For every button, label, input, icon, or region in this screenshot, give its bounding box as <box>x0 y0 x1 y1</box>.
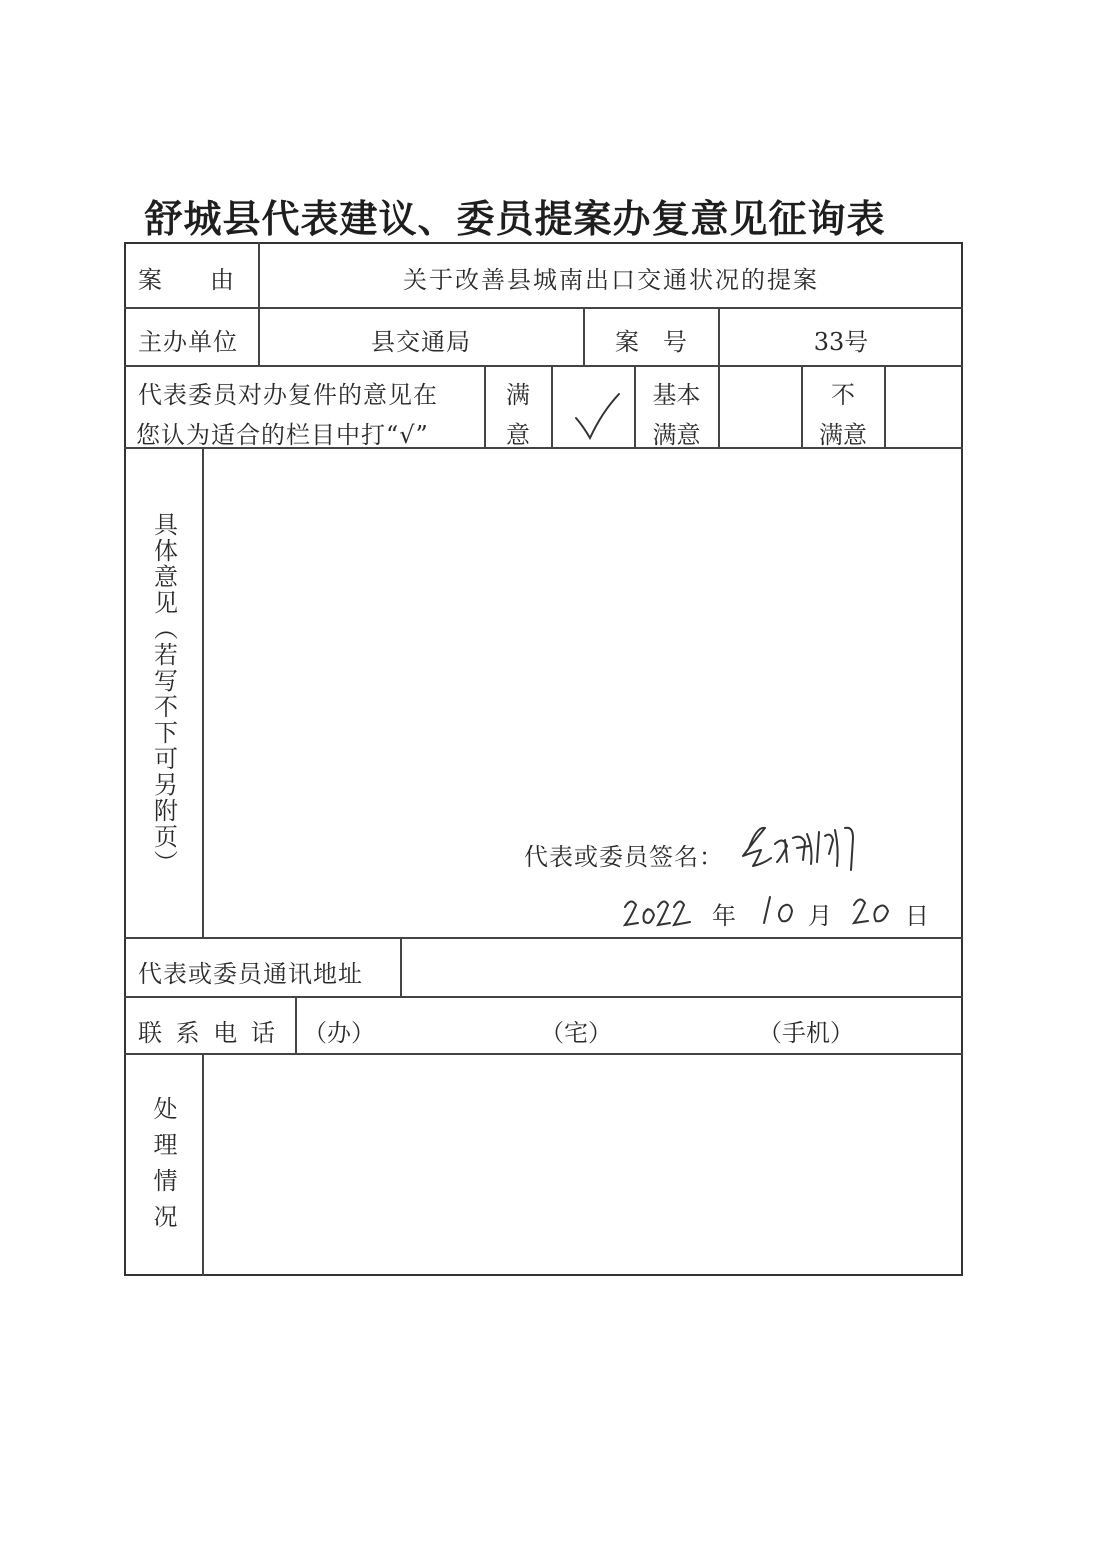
option-unsatisfied-line2: 满意 <box>819 421 867 449</box>
opinion-label <box>149 512 177 876</box>
lead-unit-label: 主办单位 <box>138 328 238 356</box>
option-unsatisfied-line1: 不 <box>831 381 855 409</box>
opinion-label-text: 具体意见（若写不下可另附页） <box>149 512 178 876</box>
address-label: 代表或委员通讯地址 <box>138 960 363 988</box>
date-day-handwriting <box>850 893 900 927</box>
case-number-value: 33号 <box>813 328 869 356</box>
date-month-handwriting <box>760 893 802 927</box>
lead-unit-value: 县交通局 <box>371 328 471 356</box>
row-divider <box>124 365 963 367</box>
signature-label: 代表或委员签名： <box>524 843 724 871</box>
form-title: 舒城县代表建议、委员提案办复意见征询表 <box>144 197 886 241</box>
option-satisfied-line1: 满 <box>506 381 530 409</box>
opinion-textarea[interactable] <box>204 449 962 829</box>
case-number-label: 案 号 <box>615 328 687 356</box>
case-subject-value: 关于改善县城南出口交通状况的提案 <box>403 266 819 294</box>
address-field[interactable] <box>402 940 962 995</box>
checkmark-icon <box>552 366 634 447</box>
row-divider <box>124 307 963 309</box>
date-year-handwriting <box>622 895 694 929</box>
date-day-unit: 日 <box>905 902 929 930</box>
phone-mobile-label: （手机） <box>758 1019 854 1047</box>
basic-checkbox[interactable] <box>719 366 801 447</box>
option-basic-line2: 满意 <box>652 421 701 449</box>
handling-label <box>148 1096 178 1240</box>
row-divider <box>124 996 963 998</box>
rating-instruction-line1: 代表委员对办复件的意见在 <box>138 381 438 409</box>
date-month-unit: 月 <box>808 902 832 930</box>
phone-home-label: （宅） <box>540 1019 612 1047</box>
phone-office-label: （办） <box>303 1019 375 1047</box>
case-subject-label: 案 由 <box>138 266 234 294</box>
satisfied-checkbox[interactable] <box>552 366 634 447</box>
handling-textarea[interactable] <box>204 1055 962 1274</box>
date-year-unit: 年 <box>712 902 736 930</box>
signature-handwriting <box>735 818 865 873</box>
option-basic-line1: 基本 <box>652 381 701 409</box>
row-divider <box>124 937 963 939</box>
rating-instruction-line2: 您认为适合的栏目中打“√” <box>136 421 429 449</box>
unsatisfied-checkbox[interactable] <box>885 366 963 447</box>
column-divider <box>295 996 297 1053</box>
handling-label-text: 处理情况 <box>149 1096 177 1240</box>
phone-label: 联 系 电 话 <box>138 1019 278 1047</box>
option-satisfied-line2: 意 <box>506 421 530 449</box>
